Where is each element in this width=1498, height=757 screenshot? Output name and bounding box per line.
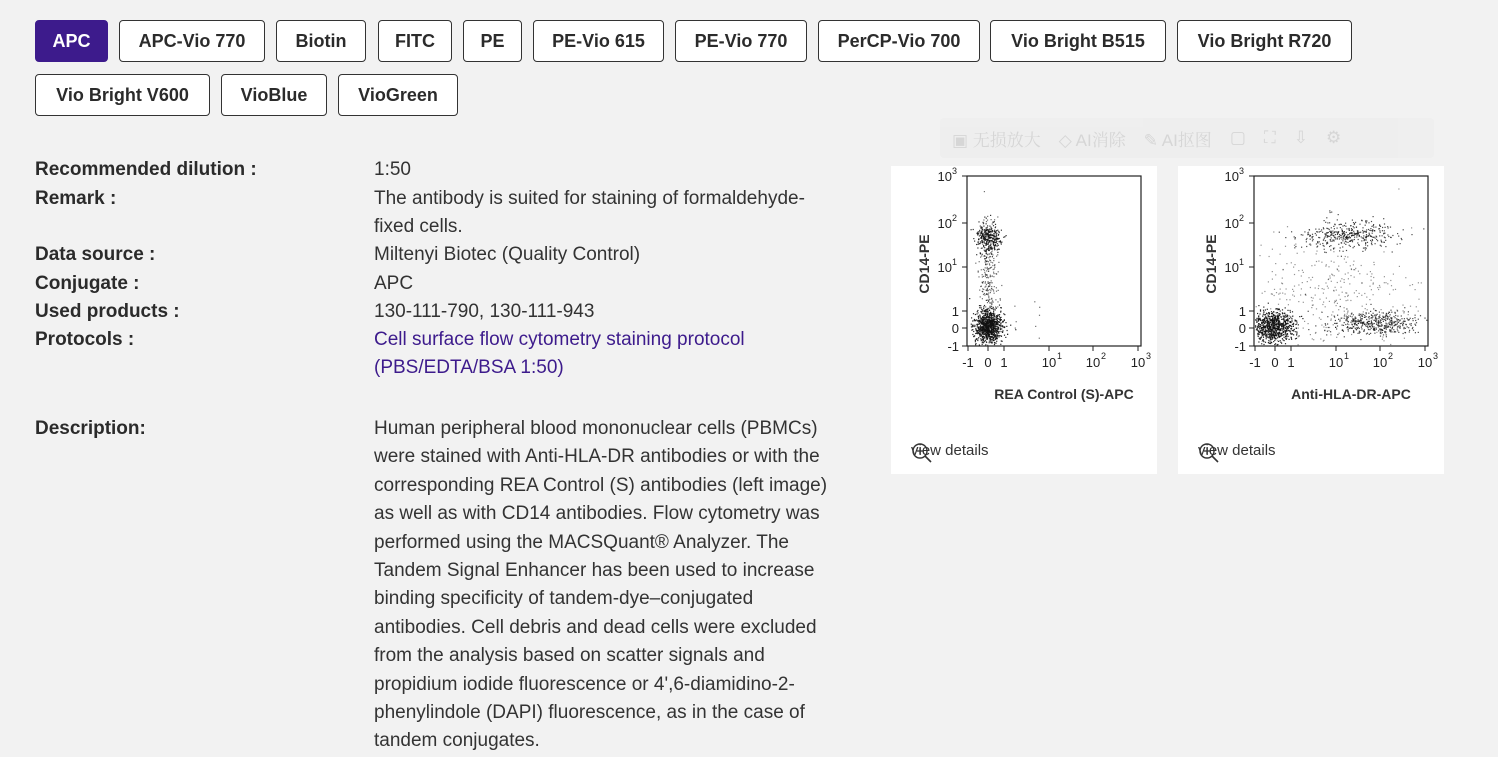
plot-card-right[interactable] <box>1178 166 1444 474</box>
x-tick-exponent: 1 <box>1057 351 1063 361</box>
chip-vio-bright-v600[interactable]: Vio Bright V600 <box>35 74 210 116</box>
x-tick-label: 10 <box>1085 355 1101 370</box>
conjugate-value: APC <box>374 273 414 294</box>
y-tick-exponent: 1 <box>952 257 958 267</box>
zoom-in-icon <box>911 442 933 464</box>
protocols-label: Protocols : <box>35 329 135 350</box>
y-axis-label: CD14-PE <box>1203 234 1219 294</box>
y-tick-label: -1 <box>947 339 959 354</box>
x-tick-label: 0 <box>984 355 992 370</box>
x-tick-exponent: 1 <box>1344 351 1350 361</box>
x-tick-label: -1 <box>962 355 974 370</box>
y-tick-exponent: 1 <box>1239 257 1245 267</box>
description-value: Human peripheral blood mononuclear cells (PBMCs) were stained with Anti-HLA-DR antibodies or with the corresponding REA Control (S) antibodies (left image) as well as with CD14 antibodies. Flow cytometry was performed using the MACSQuant® Analyzer. The Tandem Signal Enhancer has been used to increase binding specificity of tandem-dye–conjugated antibodies. Cell debris and dead cells were excluded from the analysis based on scatter signals and propidium iodide fluorescence or 4',6-diamidino-2-phenylindole (DAPI) fluorescence, as in the case of tandem conjugates. <box>374 418 828 752</box>
edit-icon[interactable]: ▢ <box>1229 128 1246 147</box>
y-tick-exponent: 3 <box>952 166 958 176</box>
y-tick-label: 10 <box>1224 169 1239 184</box>
download-icon[interactable]: ⇩ <box>1293 128 1309 147</box>
remark-value: The antibody is suited for staining of formaldehyde-fixed cells. <box>374 188 805 237</box>
y-tick-label: 1 <box>951 304 959 319</box>
x-tick-exponent: 3 <box>1146 351 1152 361</box>
x-axis-label: Anti-HLA-DR-APC <box>1291 386 1411 402</box>
flow-plot-left <box>891 166 1157 426</box>
y-tick-exponent: 2 <box>1239 213 1245 223</box>
y-tick-label: 10 <box>1224 260 1239 275</box>
x-tick-exponent: 3 <box>1433 351 1439 361</box>
x-tick-label: -1 <box>1249 355 1261 370</box>
chip-fitc[interactable]: FITC <box>378 20 452 62</box>
dilution-value: 1:50 <box>374 159 411 180</box>
y-axis-label: CD14-PE <box>916 234 932 294</box>
data-source-value: Miltenyi Biotec (Quality Control) <box>374 244 641 265</box>
x-tick-exponent: 2 <box>1101 351 1107 361</box>
y-tick-exponent: 3 <box>1239 166 1245 176</box>
x-tick-label: 1 <box>1000 355 1008 370</box>
view-details-left[interactable] <box>911 442 989 459</box>
x-tick-label: 10 <box>1328 355 1344 370</box>
x-tick-label: 10 <box>1372 355 1388 370</box>
ai-erase-tool[interactable]: ◇ AI消除 <box>1058 130 1126 150</box>
y-tick-label: 1 <box>1238 304 1246 319</box>
conjugate-label: Conjugate : <box>35 273 140 294</box>
y-tick-label: 10 <box>937 260 952 275</box>
used-products-label: Used products : <box>35 301 180 322</box>
x-tick-label: 10 <box>1130 355 1146 370</box>
chip-vio-bright-b515[interactable]: Vio Bright B515 <box>990 20 1166 62</box>
upscale-tool[interactable]: ▣ 无损放大 <box>952 130 1041 150</box>
x-tick-exponent: 2 <box>1388 351 1394 361</box>
remark-label: Remark : <box>35 188 117 209</box>
crop-icon[interactable]: ⛶ <box>1263 128 1276 147</box>
y-tick-label: 10 <box>937 169 952 184</box>
view-details-label: view details <box>1198 442 1276 459</box>
event-dots <box>1255 188 1427 345</box>
x-tick-label: 1 <box>1287 355 1295 370</box>
data-source-label: Data source : <box>35 244 156 265</box>
y-tick-label: 10 <box>937 216 952 231</box>
y-tick-label: -1 <box>1234 339 1246 354</box>
dilution-label: Recommended dilution : <box>35 159 257 180</box>
x-tick-label: 10 <box>1417 355 1433 370</box>
event-dots <box>969 191 1040 346</box>
x-tick-label: 0 <box>1271 355 1279 370</box>
view-details-right[interactable] <box>1198 442 1276 459</box>
chip-vioblue[interactable]: VioBlue <box>221 74 327 116</box>
image-tools-overlay <box>940 118 1434 158</box>
chip-pe-vio-770[interactable]: PE-Vio 770 <box>675 20 807 62</box>
y-tick-label: 0 <box>951 321 959 336</box>
chip-viogreen[interactable]: VioGreen <box>338 74 458 116</box>
chip-biotin[interactable]: Biotin <box>276 20 366 62</box>
settings-icon[interactable]: ⚙ <box>1326 128 1342 147</box>
chip-vio-bright-r720[interactable]: Vio Bright R720 <box>1177 20 1352 62</box>
y-tick-label: 0 <box>1238 321 1246 336</box>
chip-apc-vio-770[interactable]: APC-Vio 770 <box>119 20 265 62</box>
description-label: Description: <box>35 418 146 439</box>
chip-apc[interactable]: APC <box>35 20 108 62</box>
chip-pe-vio-615[interactable]: PE-Vio 615 <box>533 20 664 62</box>
plot-frame <box>1254 176 1428 346</box>
y-tick-label: 10 <box>1224 216 1239 231</box>
x-axis-label: REA Control (S)-APC <box>994 386 1134 402</box>
chip-percp-vio-700[interactable]: PerCP-Vio 700 <box>818 20 980 62</box>
flow-plot-right <box>1178 166 1444 426</box>
used-products-value: 130-111-790, 130-111-943 <box>374 301 595 322</box>
x-tick-label: 10 <box>1041 355 1057 370</box>
plot-card-left[interactable] <box>891 166 1157 474</box>
ai-cutout-tool[interactable]: ✎ AI抠图 <box>1143 130 1212 150</box>
y-tick-exponent: 2 <box>952 213 958 223</box>
chip-pe[interactable]: PE <box>463 20 522 62</box>
view-details-label: view details <box>911 442 989 459</box>
zoom-in-icon <box>1198 442 1220 464</box>
protocol-link[interactable]: Cell surface flow cytometry staining protocol (PBS/EDTA/BSA 1:50) <box>374 329 745 378</box>
